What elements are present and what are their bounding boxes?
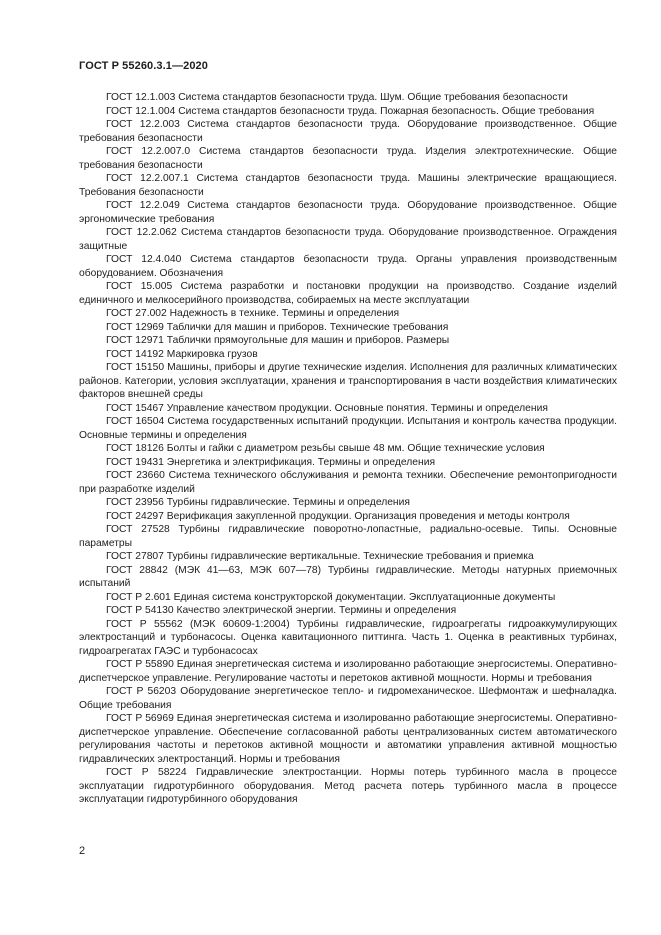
page-number: 2 bbox=[79, 845, 86, 857]
reference-item: ГОСТ 14192 Маркировка грузов bbox=[106, 348, 258, 360]
reference-item: ГОСТ 15150 Машины, приборы и другие технические изделия. Исполнения для различных климатических районов. Категории, условия эксплуатации, хранения и транспортирования в части воздействия климатических факторов внешней среды bbox=[79, 362, 617, 400]
references-list bbox=[79, 91, 617, 807]
reference-item: ГОСТ 12969 Таблички для машин и приборов. Технические требования bbox=[106, 321, 449, 333]
reference-item: ГОСТ Р 54130 Качество электрической энергии. Термины и определения bbox=[106, 605, 457, 616]
reference-item: ГОСТ 16504 Система государственных испытаний продукции. Испытания и контроль качества продукции. Основные термины и определения bbox=[79, 416, 617, 441]
reference-item: ГОСТ Р 58224 Гидравлические электростанции. Нормы потерь турбинного масла в процессе эксплуатации гидротурбинного оборудования. Метод расчета потерь турбинного масла в процессе эксплуатации гидротурбинного оборудования bbox=[79, 767, 617, 805]
reference-item: ГОСТ 12.1.003 Система стандартов безопасности труда. Шум. Общие требования безопасности bbox=[106, 92, 568, 103]
reference-item: ГОСТ Р 55562 (МЭК 60609-1:2004) Турбины гидравлические, гидроагрегаты гидроаккумулирующих электростанций и турбонасосы. Оценка кавитационного питтинга. Часть 1. Оценка в реактивных турбинах, гидроагрегатах ГАЭС и турбонасосах bbox=[79, 618, 617, 657]
reference-item: ГОСТ 28842 (МЭК 41—63, МЭК 607—78) Турбины гидравлические. Методы натурных приемочных испытаний bbox=[79, 564, 617, 589]
reference-item: ГОСТ 12.2.007.1 Система стандартов безопасности труда. Машины электрические вращающиеся. Требования безопасности bbox=[79, 173, 617, 198]
reference-item: ГОСТ 27807 Турбины гидравлические вертикальные. Технические требования и приемка bbox=[106, 551, 534, 562]
reference-item: ГОСТ 12.1.004 Система стандартов безопасности труда. Пожарная безопасность. Общие требования bbox=[106, 105, 595, 117]
reference-item: ГОСТ 12.2.003 Система стандартов безопасности труда. Оборудование производственное. Общие требования безопасности bbox=[79, 119, 617, 144]
reference-item: ГОСТ 23956 Турбины гидравлические. Термины и определения bbox=[106, 497, 410, 508]
reference-item: ГОСТ 12.2.062 Система стандартов безопасности труда. Оборудование производственное. Ограждения защитные bbox=[79, 227, 617, 252]
reference-item: ГОСТ 24297 Верификация закупленной продукции. Организация проведения и методы контроля bbox=[106, 510, 570, 522]
reference-item: ГОСТ Р 56203 Оборудование энергетическое тепло- и гидромеханическое. Шефмонтаж и шефналадка. Общие требования bbox=[79, 686, 617, 711]
reference-item: ГОСТ 15467 Управление качеством продукции. Основные понятия. Термины и определения bbox=[106, 402, 548, 414]
reference-item: ГОСТ 12.2.007.0 Система стандартов безопасности труда. Изделия электротехнические. Общие требования безопасности bbox=[79, 146, 617, 171]
reference-item: ГОСТ 12.2.049 Система стандартов безопасности труда. Оборудование производственное. Общие эргономические требования bbox=[79, 200, 617, 225]
document-header: ГОСТ Р 55260.3.1—2020 bbox=[79, 60, 208, 72]
reference-item: ГОСТ 12.4.040 Система стандартов безопасности труда. Органы управления производственным оборудованием. Обозначения bbox=[79, 254, 617, 279]
reference-item: ГОСТ 18126 Болты и гайки с диаметром резьбы свыше 48 мм. Общие технические условия bbox=[106, 443, 545, 454]
reference-item: ГОСТ 15.005 Система разработки и постановки продукции на производство. Создание изделий единичного и мелкосерийного производства, собираемых на месте эксплуатации bbox=[79, 281, 617, 306]
reference-item: ГОСТ 27.002 Надежность в технике. Термины и определения bbox=[106, 308, 400, 319]
reference-item: ГОСТ 27528 Турбины гидравлические поворотно-лопастные, радиально-осевые. Типы. Основные параметры bbox=[79, 524, 617, 549]
reference-item: ГОСТ Р 55890 Единая энергетическая система и изолированно работающие энергосистемы. Оперативно-диспетчерское управление. Регулирование частоты и перетоков активной мощности. Нормы и требования bbox=[79, 659, 617, 684]
reference-item: ГОСТ 12971 Таблички прямоугольные для машин и приборов. Размеры bbox=[106, 335, 450, 346]
reference-item: ГОСТ Р 56969 Единая энергетическая система и изолированно работающие энергосистемы. Оперативно-диспетчерское управление. Обеспечение согласованной работы централизованных систем автоматического регулирования частоты и перетоков активной мощности и автоматики управления активной мощностью гидравлических электростанций. Нормы и требования bbox=[79, 713, 617, 765]
reference-item: ГОСТ 19431 Энергетика и электрификация. Термины и определения bbox=[106, 456, 436, 468]
reference-item: ГОСТ Р 2.601 Единая система конструкторской документации. Эксплуатационные документы bbox=[106, 591, 556, 603]
reference-item: ГОСТ 23660 Система технического обслуживания и ремонта техники. Обеспечение ремонтопригодности при разработке изделий bbox=[79, 470, 617, 495]
